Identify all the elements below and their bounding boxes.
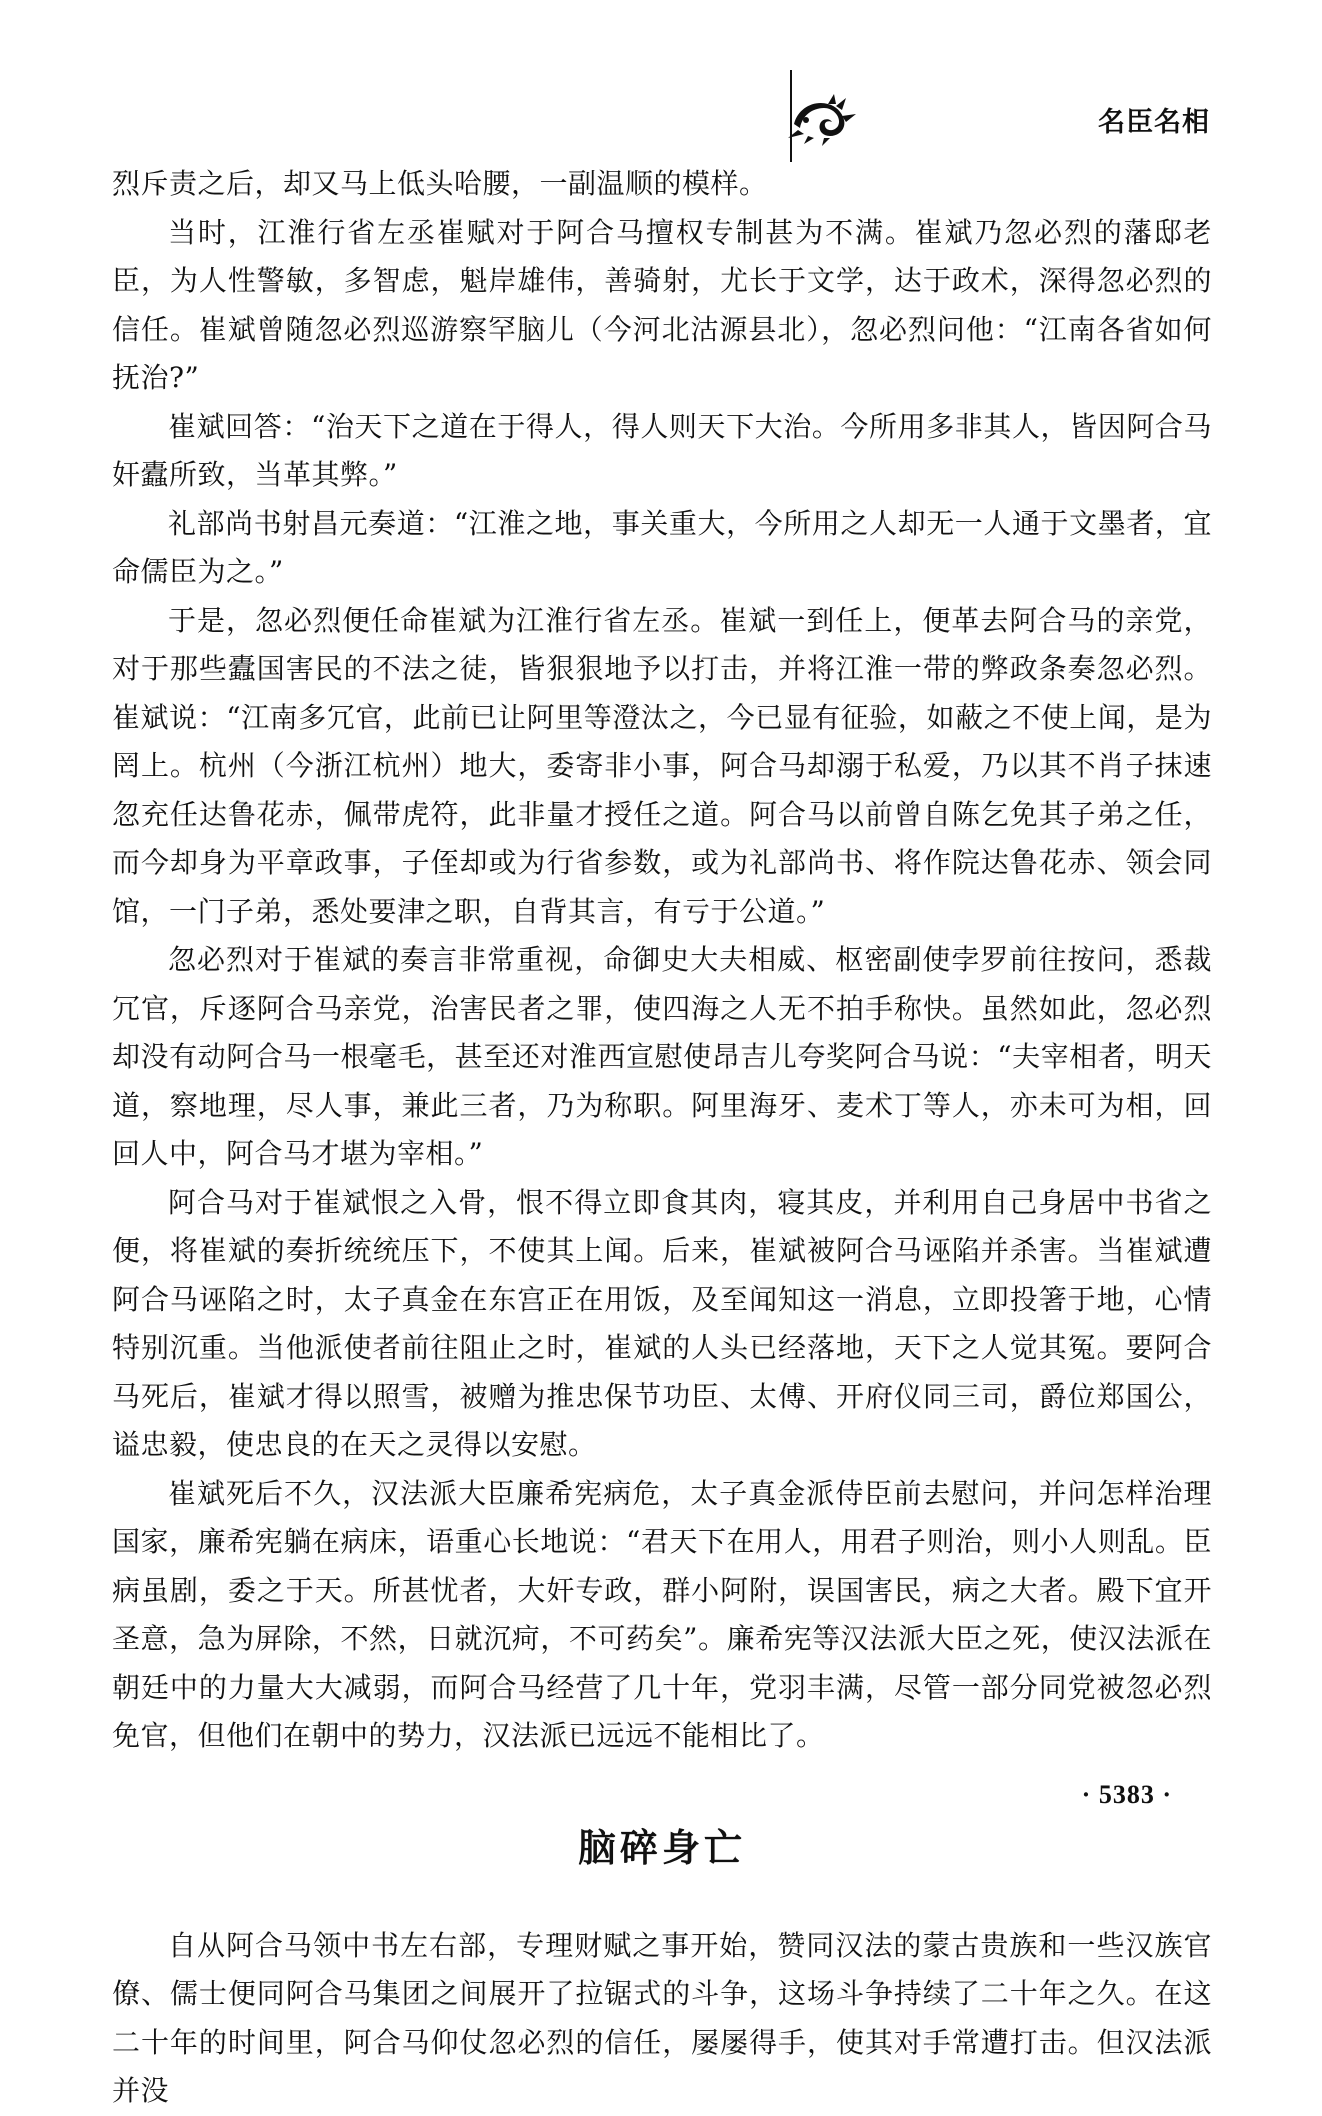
paragraph: 阿合马对于崔斌恨之入骨，恨不得立即食其肉，寝其皮，并利用自己身居中书省之便，将崔斌的奏折统统压下，不使其上闻。后来，崔斌被阿合马诬陷并杀害。当崔斌遭阿合马诬陷之时，太子真金在东宫正在用饭，及至闻知这一消息，立即投箸于地，心情特别沉重。当他派使者前往阻止之时，崔斌的人头已经落地，天下之人觉其冤。要阿合马死后，崔斌才得以照雪，被赠为推忠保节功臣、太傅、开府仪同三司，爵位郑国公，谥忠毅，使忠良的在天之灵得以安慰。 [112, 1185, 1212, 1461]
paragraph: 崔斌回答：“治天下之道在于得人，得人则天下大治。今所用多非其人，皆因阿合马奸蠹所致，当革其弊。” [112, 409, 1212, 491]
paragraph: 忽必烈对于崔斌的奏言非常重视，命御史大夫相威、枢密副使孛罗前往按问，悉裁冗官，斥逐阿合马亲党，治害民者之罪，使四海之人无不拍手称快。虽然如此，忽必烈却没有动阿合马一根毫毛，甚至还对淮西宣慰使昂吉儿夸奖阿合马说：“夫宰相者，明天道，察地理，尽人事，兼此三者，乃为称职。阿里海牙、麦术丁等人，亦未可为相，回回人中，阿合马才堪为宰相。” [112, 943, 1212, 1170]
paragraph: 于是，忽必烈便任命崔斌为江淮行省左丞。崔斌一到任上，便革去阿合马的亲党，对于那些蠹国害民的不法之徒，皆狠狠地予以打击，并将江淮一带的弊政条奏忽必烈。崔斌说：“江南多冗官，此前已让阿里等澄汰之，今已显有征验，如蔽之不使上闻，是为罔上。杭州（今浙江杭州）地大，委寄非小事，阿合马却溺于私爱，乃以其不肖子抹速忽充任达鲁花赤，佩带虎符，此非量才授任之道。阿合马以前曾自陈乞免其子弟之任，而今却身为平章政事，子侄却或为行省参数，或为礼部尚书、将作院达鲁花赤、领会同馆，一门子弟，悉处要津之职，自背其言，有亏于公道。” [112, 603, 1212, 928]
paragraph: 礼部尚书射昌元奏道：“江淮之地，事关重大，今所用之人却无一人通于文墨者，宜命儒臣为之。” [112, 506, 1212, 588]
page-number: · 5383 · [1081, 1780, 1172, 1809]
paragraph: 自从阿合马领中书左右部，专理财赋之事开始，赞同汉法的蒙古贵族和一些汉族官僚、儒士便同阿合马集团之间展开了拉锯式的斗争，这场斗争持续了二十年之久。在这二十年的时间里，阿合马仰仗忽必烈的信任，屡屡得手，使其对手常遭打击。但汉法派并没 [112, 1928, 1212, 2107]
header-title: 名臣名相 [1098, 107, 1210, 138]
dragon-emblem-icon [784, 90, 864, 146]
paragraph: 崔斌死后不久，汉法派大臣廉希宪病危，太子真金派侍臣前去慰问，并问怎样治理国家，廉希宪躺在病床，语重心长地说：“君天下在用人，用君子则治，则小人则乱。臣病虽剧，委之于天。所甚忧者，大奸专政，群小阿附，误国害民，病之大者。殿下宜开圣意，急为屏除，不然，日就沉疴，不可药矣”。廉希宪等汉法派大臣之死，使汉法派在朝廷中的力量大大减弱，而阿合马经营了几十年，党羽丰满，尽管一部分同党被忽必烈免官，但他们在朝中的势力，汉法派已远远不能相比了。 [112, 1476, 1212, 1752]
body-text [112, 160, 1212, 2116]
running-header [790, 70, 1210, 162]
section-title: 脑碎身亡 [577, 1825, 746, 1870]
paragraph: 当时，江淮行省左丞崔赋对于阿合马擅权专制甚为不满。崔斌乃忽必烈的藩邸老臣，为人性警敏，多智虑，魁岸雄伟，善骑射，尤长于文学，达于政术，深得忽必烈的信任。崔斌曾随忽必烈巡游察罕脑儿（今河北沽源县北），忽必烈问他：“江南各省如何抚治?” [112, 215, 1212, 394]
paragraph: 烈斥责之后，却又马上低头哈腰，一副温顺的模样。 [112, 167, 768, 200]
